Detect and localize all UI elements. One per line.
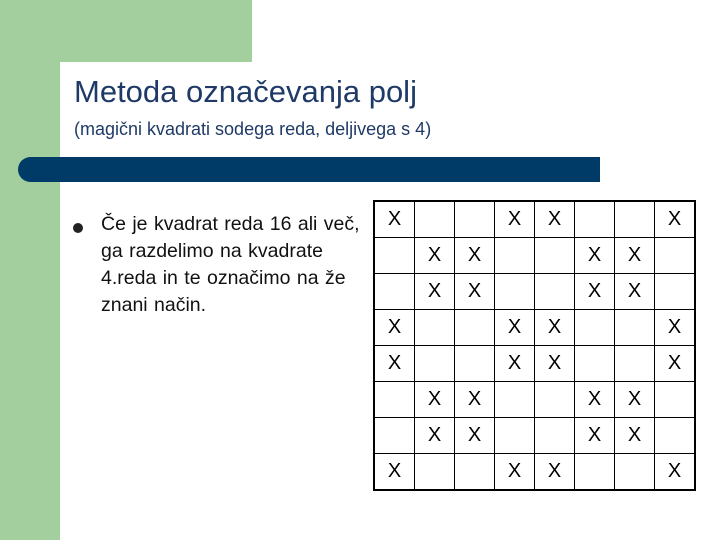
grid-cell — [655, 238, 696, 274]
bullet-dot-icon — [73, 223, 83, 233]
grid-cell: X — [535, 310, 575, 346]
grid-cell: X — [615, 382, 655, 418]
grid-cell — [495, 274, 535, 310]
grid-cell — [575, 201, 615, 238]
grid-row — [374, 418, 695, 454]
grid-cell — [495, 382, 535, 418]
grid-cell — [575, 346, 615, 382]
grid-cell: X — [535, 201, 575, 238]
divider-bar — [18, 157, 600, 182]
grid-cell: X — [655, 310, 696, 346]
grid-cell — [374, 238, 415, 274]
grid-cell: X — [455, 274, 495, 310]
grid-cell — [415, 454, 455, 491]
grid-cell — [655, 274, 696, 310]
grid-cell: X — [415, 418, 455, 454]
grid-cell: X — [415, 274, 455, 310]
grid-cell: X — [374, 310, 415, 346]
grid-cell — [415, 201, 455, 238]
grid-row — [374, 274, 695, 310]
grid-cell: X — [575, 418, 615, 454]
grid-cell — [615, 454, 655, 491]
grid-cell — [455, 201, 495, 238]
grid-cell: X — [455, 382, 495, 418]
grid-cell — [535, 382, 575, 418]
grid-row — [374, 310, 695, 346]
grid-cell: X — [655, 346, 696, 382]
grid-cell: X — [615, 418, 655, 454]
grid-cell: X — [455, 418, 495, 454]
grid-cell — [655, 382, 696, 418]
grid-cell: X — [655, 454, 696, 491]
bullet-text: Če je kvadrat reda 16 ali več, ga razdelimo na kvadrate 4.reda in te označimo na že znani način. — [101, 213, 360, 316]
grid-cell: X — [495, 201, 535, 238]
grid-cell — [655, 418, 696, 454]
grid-cell — [374, 274, 415, 310]
grid-cell — [455, 454, 495, 491]
grid-cell: X — [374, 346, 415, 382]
grid-row — [374, 201, 695, 238]
grid-cell — [455, 310, 495, 346]
grid-cell: X — [495, 454, 535, 491]
grid-cell — [415, 346, 455, 382]
grid-row — [374, 346, 695, 382]
decorative-green-header-block — [0, 0, 252, 62]
grid-cell: X — [655, 201, 696, 238]
grid-cell — [575, 454, 615, 491]
grid-cell — [575, 310, 615, 346]
grid-cell: X — [615, 274, 655, 310]
magic-square-grid — [373, 200, 696, 491]
grid-cell: X — [575, 238, 615, 274]
grid-cell — [615, 201, 655, 238]
grid-cell: X — [374, 454, 415, 491]
grid-row — [374, 454, 695, 491]
grid-cell: X — [575, 382, 615, 418]
grid-cell: X — [535, 454, 575, 491]
grid-cell: X — [455, 238, 495, 274]
grid-cell: X — [495, 310, 535, 346]
grid-cell — [615, 346, 655, 382]
grid-cell — [455, 346, 495, 382]
grid-cell: X — [415, 238, 455, 274]
grid-body — [374, 201, 695, 490]
slide-subtitle: (magični kvadrati sodega reda, deljivega s 4) — [74, 119, 432, 139]
grid-row — [374, 238, 695, 274]
grid-cell: X — [415, 382, 455, 418]
grid-cell: X — [374, 201, 415, 238]
grid-cell — [535, 274, 575, 310]
slide-title: Metoda označevanja polj — [74, 74, 417, 109]
decorative-green-sidebar — [0, 0, 60, 540]
grid-cell — [535, 238, 575, 274]
grid-cell — [535, 418, 575, 454]
grid-cell — [374, 382, 415, 418]
grid-cell — [415, 310, 455, 346]
grid-cell — [495, 238, 535, 274]
grid-cell: X — [575, 274, 615, 310]
grid-cell: X — [615, 238, 655, 274]
grid-cell: X — [495, 346, 535, 382]
grid-cell — [615, 310, 655, 346]
grid-cell — [495, 418, 535, 454]
grid-cell: X — [535, 346, 575, 382]
grid-row — [374, 382, 695, 418]
grid-cell — [374, 418, 415, 454]
